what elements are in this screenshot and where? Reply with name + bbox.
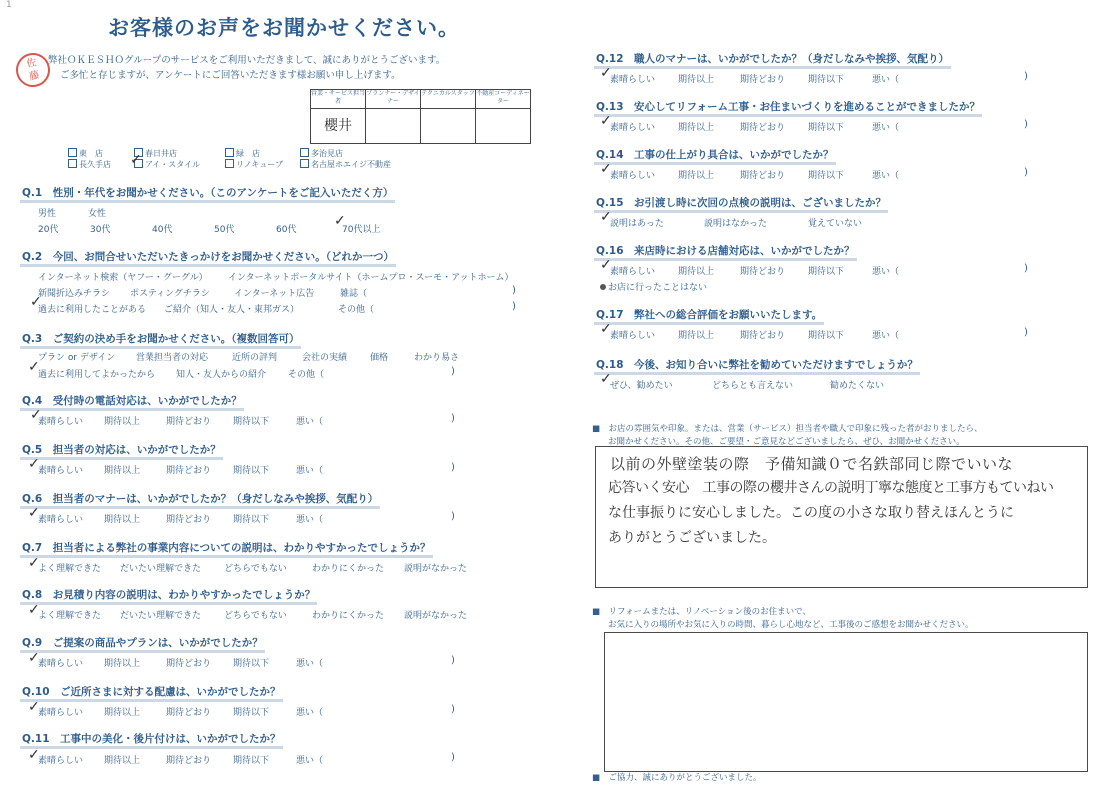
q5-opt-5[interactable]: 悪い（ <box>296 466 324 476</box>
q6-check: ✓ <box>28 505 40 521</box>
q2-past-check: ✓ <box>30 294 42 310</box>
q16-paren: ) <box>1024 263 1028 274</box>
q12-opt-2[interactable]: 期待以上 <box>678 75 715 85</box>
q12-paren: ) <box>1024 71 1028 82</box>
q15-opt-3[interactable]: 覚えていない <box>808 219 863 229</box>
store-renocube[interactable]: リノキューブ <box>225 159 283 170</box>
q8-opt-1[interactable]: よく理解できた <box>38 611 102 621</box>
staff-cell-tech[interactable] <box>420 108 476 144</box>
q2-title: Q.2 今回、お問合せいただいたきっかけをお聞かせください。（どれか一つ） <box>22 249 394 264</box>
q13-opt-1[interactable]: 素晴らしい <box>610 123 656 133</box>
q3-paren: ) <box>451 366 455 377</box>
q6-opt-4[interactable]: 期待以下 <box>233 515 270 525</box>
q10-opt-4[interactable]: 期待以下 <box>233 708 270 718</box>
store-istyle-check: ✓ <box>130 152 142 168</box>
q1-gender-female[interactable]: 女性 <box>88 209 107 219</box>
q10-opt-1[interactable]: 素晴らしい <box>38 708 84 718</box>
q10-opt-2[interactable]: 期待以上 <box>104 708 141 718</box>
q16-opt-1[interactable]: 素晴らしい <box>610 267 656 277</box>
q8-opt-5[interactable]: 説明がなかった <box>404 611 468 621</box>
free2-answer-box[interactable] <box>604 632 1088 772</box>
q8-opt-4[interactable]: わかりにくかった <box>312 611 385 621</box>
q2-paren-2: ) <box>512 301 516 312</box>
q14-opt-2[interactable]: 期待以上 <box>678 171 715 181</box>
q13-title: Q.13 安心してリフォーム工事・お住まいづくりを進めることができましたか？ <box>596 99 980 114</box>
q17-title: Q.17 弊社への総合評価をお願いいたします。 <box>596 307 822 322</box>
q5-opt-4[interactable]: 期待以下 <box>233 466 270 476</box>
checkbox-icon <box>300 159 309 168</box>
q8-check: ✓ <box>28 602 40 618</box>
q1-age-20[interactable]: 20代 <box>38 225 59 235</box>
q14-opt-5[interactable]: 悪い（ <box>872 171 900 181</box>
q14-title: Q.14 工事の仕上がり具合は、いかがでしたか？ <box>596 147 834 162</box>
q1-age-30[interactable]: 30代 <box>90 225 111 235</box>
staff-filled-name: 櫻井 <box>324 118 352 134</box>
q4-opt-5[interactable]: 悪い（ <box>296 417 324 427</box>
q5-paren: ) <box>451 462 455 473</box>
q2-opt-other[interactable]: その他（ <box>338 305 375 315</box>
q11-opt-1[interactable]: 素晴らしい <box>38 756 84 766</box>
q2-opt-posting[interactable]: ポスティングチラシ <box>130 289 210 299</box>
q6-opt-3[interactable]: 期待どおり <box>166 515 212 525</box>
q8-opt-2[interactable]: だいたい理解できた <box>120 611 202 621</box>
q15-title: Q.15 お引渡し時に次回の点検の説明は、ございましたか？ <box>596 195 886 210</box>
free1-hand-line-4: ありがとうございました。 <box>608 530 776 546</box>
q5-title: Q.5 担当者の対応は、いかがでしたか？ <box>22 442 221 457</box>
q10-check: ✓ <box>28 699 40 715</box>
q5-opt-3[interactable]: 期待どおり <box>166 466 212 476</box>
checkbox-icon <box>68 148 77 157</box>
staff-header-estate: 不動産コーディネーター <box>475 89 531 109</box>
q7-opt-3[interactable]: どちらでもない <box>224 564 287 574</box>
q16-check: ✓ <box>600 257 612 273</box>
q11-opt-4[interactable]: 期待以下 <box>233 756 270 766</box>
q12-opt-5[interactable]: 悪い（ <box>872 75 900 85</box>
free1-hand-line-2: 応答いく安心 工事の際の櫻井さんの説明丁寧な態度と工事方もていねい <box>608 480 1054 496</box>
q4-check: ✓ <box>30 407 42 423</box>
q1-title: Q.1 性別・年代をお聞かせください。（このアンケートをご記入いただく方） <box>22 185 393 200</box>
q14-paren: ) <box>1024 167 1028 178</box>
q11-check: ✓ <box>28 747 40 763</box>
q3-past-check: ✓ <box>28 359 40 375</box>
q2-opt-past[interactable]: 過去に利用したことがある <box>38 305 147 315</box>
q16-opt-3[interactable]: 期待どおり <box>740 267 786 277</box>
q12-opt-4[interactable]: 期待以下 <box>808 75 845 85</box>
q15-opt-1[interactable]: 説明はあった <box>610 219 664 229</box>
checkbox-icon <box>300 148 309 157</box>
footer-thanks: ■ ご協力、誠にありがとうございました。 <box>592 773 762 783</box>
q3-opt-price[interactable]: 価格 <box>370 353 389 363</box>
q6-paren: ) <box>451 511 455 522</box>
q13-opt-4[interactable]: 期待以下 <box>808 123 845 133</box>
free1-hand-line-3: な仕事振りに安心しました。この度の小さな取り替えほんとうに <box>608 505 1014 521</box>
q11-paren: ) <box>451 752 455 763</box>
q3-opt-clarity[interactable]: わかり易さ <box>414 353 460 363</box>
q1-age-40[interactable]: 40代 <box>152 225 173 235</box>
q16-never-visited[interactable]: お店に行ったことはない <box>600 280 707 293</box>
q18-opt-3[interactable]: 勧めたくない <box>830 381 885 391</box>
q9-opt-1[interactable]: 素晴らしい <box>38 659 84 669</box>
checkbox-icon <box>225 148 234 157</box>
page-title: お客様のお声をお聞かせください。 <box>108 16 460 40</box>
q9-paren: ) <box>451 655 455 666</box>
q17-check: ✓ <box>600 321 612 337</box>
q11-opt-3[interactable]: 期待どおり <box>166 756 212 766</box>
q6-title: Q.6 担当者のマナーは、いかがでしたか？（身だしなみや挨拶、気配り） <box>22 491 378 506</box>
seal-text: 佐藤 <box>25 57 41 83</box>
q2-opt-search[interactable]: インターネット検索（ヤフー・グーグル） <box>38 273 208 283</box>
q9-opt-5[interactable]: 悪い（ <box>296 659 324 669</box>
q5-check: ✓ <box>28 456 40 472</box>
q1-age-50[interactable]: 50代 <box>214 225 235 235</box>
q4-opt-4[interactable]: 期待以下 <box>233 417 270 427</box>
free2-title: ■ リフォームまたは、リノベーション後のお住まいで、 <box>592 607 811 617</box>
checkbox-icon <box>225 159 234 168</box>
q7-check: ✓ <box>28 555 40 571</box>
q18-title: Q.18 今後、お知り合いに弊社を勧めていただけますでしょうか？ <box>596 357 918 372</box>
q3-opt-sales[interactable]: 営業担当者の対応 <box>136 353 209 363</box>
q1-age-70[interactable]: 70代以上 <box>342 225 381 235</box>
q12-opt-3[interactable]: 期待どおり <box>740 75 786 85</box>
staff-header-sales: 営業・サービス担当者 <box>310 89 366 109</box>
q4-title: Q.4 受付時の電話対応は、いかがでしたか？ <box>22 393 242 408</box>
q12-title: Q.12 職人のマナーは、いかがでしたか？（身だしなみや挨拶、気配り） <box>596 51 949 66</box>
q9-opt-2[interactable]: 期待以上 <box>104 659 141 669</box>
q2-opt-portal[interactable]: インターネットポータルサイト（ホームプロ・スーモ・アットホーム） <box>228 273 514 283</box>
store-tajimi[interactable]: 多治見店 <box>300 148 343 159</box>
q14-opt-4[interactable]: 期待以下 <box>808 171 845 181</box>
free1-title2: お聞かせください。その他、ご要望・ご意見などございましたら、ぜひ、お聞かせください。 <box>608 437 965 447</box>
q2-paren-1: ) <box>512 285 516 296</box>
q10-opt-3[interactable]: 期待どおり <box>166 708 212 718</box>
q7-opt-5[interactable]: 説明がなかった <box>404 564 468 574</box>
q7-title: Q.7 担当者による弊社の事業内容についての説明は、わかりやすかったでしょうか？ <box>22 540 431 555</box>
q15-check: ✓ <box>600 209 612 225</box>
q2-opt-referral[interactable]: ご紹介（知人・友人・東邦ガス） <box>164 305 300 315</box>
q13-opt-5[interactable]: 悪い（ <box>872 123 900 133</box>
q5-opt-2[interactable]: 期待以上 <box>104 466 141 476</box>
q16-opt-4[interactable]: 期待以下 <box>808 267 845 277</box>
q4-paren: ) <box>451 413 455 424</box>
page-corner-mark: 1 <box>6 0 12 10</box>
store-nagakute[interactable]: 長久手店 <box>68 159 111 170</box>
q10-opt-5[interactable]: 悪い（ <box>296 708 324 718</box>
free1-answer-box[interactable] <box>595 446 1088 588</box>
store-midori[interactable]: 緑 店 <box>225 148 260 159</box>
q3-opt-friend[interactable]: 知人・友人からの紹介 <box>176 370 267 380</box>
q3-title: Q.3 ご契約の決め手をお聞かせください。（複数回答可） <box>22 331 299 346</box>
filled-box-icon <box>600 284 606 290</box>
q13-check: ✓ <box>600 113 612 129</box>
store-higashi[interactable]: 東 店 <box>68 148 103 159</box>
q9-opt-3[interactable]: 期待どおり <box>166 659 212 669</box>
store-nagoya[interactable]: 名古屋ホエイジ不動産 <box>300 159 391 170</box>
checkbox-icon <box>68 159 77 168</box>
q2-opt-newspaper[interactable]: 新聞折込みチラシ <box>38 289 111 299</box>
q1-gender-male[interactable]: 男性 <box>38 209 57 219</box>
q10-paren: ) <box>451 704 455 715</box>
q4-opt-2[interactable]: 期待以上 <box>104 417 141 427</box>
q13-paren: ) <box>1024 119 1028 130</box>
q16-opt-2[interactable]: 期待以上 <box>678 267 715 277</box>
intro-line-2: ご多忙と存じますが、アンケートにご回答いただきます様お願い申し上げます。 <box>60 70 401 81</box>
q9-title: Q.9 ご提案の商品やプランは、いかがでしたか？ <box>22 635 263 650</box>
q14-check: ✓ <box>600 161 612 177</box>
q6-opt-1[interactable]: 素晴らしい <box>38 515 84 525</box>
q13-opt-3[interactable]: 期待どおり <box>740 123 786 133</box>
free1-title: ■ お店の雰囲気や印象。または、営業（サービス）担当者や職人で印象に残った者がおりましたら、 <box>592 424 983 434</box>
q17-opt-5[interactable]: 悪い（ <box>872 331 900 341</box>
q1-age-70-check: ✓ <box>334 213 346 229</box>
q17-opt-1[interactable]: 素晴らしい <box>610 331 656 341</box>
q17-paren: ) <box>1024 327 1028 338</box>
q3-opt-past[interactable]: 過去に利用してよかったから <box>38 370 156 380</box>
q7-opt-4[interactable]: わかりにくかった <box>312 564 385 574</box>
q17-opt-2[interactable]: 期待以上 <box>678 331 715 341</box>
q11-opt-2[interactable]: 期待以上 <box>104 756 141 766</box>
q3-opt-neighbor[interactable]: 近所の評判 <box>232 353 278 363</box>
q7-opt-1[interactable]: よく理解できた <box>38 564 102 574</box>
q2-opt-magazine[interactable]: 雑誌（ <box>340 289 368 299</box>
q11-opt-5[interactable]: 悪い（ <box>296 756 324 766</box>
intro-line-1: 弊社ＯＫＥＳＨＯグループのサービスをご利用いただきまして、誠にありがとうございます。 <box>48 55 446 66</box>
q14-opt-3[interactable]: 期待どおり <box>740 171 786 181</box>
q2-opt-netad[interactable]: インターネット広告 <box>234 289 315 299</box>
staff-cell-sales[interactable] <box>310 108 366 144</box>
staff-header-tech: テクニカルスタッフ <box>420 89 476 109</box>
q7-opt-2[interactable]: だいたい理解できた <box>120 564 202 574</box>
q16-title: Q.16 来店時における店舗対応は、いかがでしたか？ <box>596 243 855 258</box>
q10-title: Q.10 ご近所さまに対する配慮は、いかがでしたか？ <box>22 684 281 699</box>
q18-check: ✓ <box>600 371 612 387</box>
q12-check: ✓ <box>600 65 612 81</box>
store-istyle[interactable]: アイ・スタイル <box>134 159 200 170</box>
q6-opt-2[interactable]: 期待以上 <box>104 515 141 525</box>
q9-opt-4[interactable]: 期待以下 <box>233 659 270 669</box>
q13-opt-2[interactable]: 期待以上 <box>678 123 715 133</box>
q6-opt-5[interactable]: 悪い（ <box>296 515 324 525</box>
free2-title2: お気に入りの場所やお気に入りの時間、暮らし心地など、工事後のご感想をお聞かせください。 <box>608 620 974 630</box>
q17-opt-3[interactable]: 期待どおり <box>740 331 786 341</box>
q3-opt-other[interactable]: その他（ <box>288 370 325 380</box>
q5-opt-1[interactable]: 素晴らしい <box>38 466 84 476</box>
q3-opt-record[interactable]: 会社の実績 <box>302 353 348 363</box>
q14-opt-1[interactable]: 素晴らしい <box>610 171 656 181</box>
q18-opt-1[interactable]: ぜひ、勧めたい <box>610 381 673 391</box>
q4-opt-1[interactable]: 素晴らしい <box>38 417 84 427</box>
q16-opt-5[interactable]: 悪い（ <box>872 267 900 277</box>
store-kasugai[interactable]: 春日井店 <box>134 148 177 159</box>
q15-opt-2[interactable]: 説明はなかった <box>704 219 768 229</box>
q1-age-60[interactable]: 60代 <box>276 225 297 235</box>
staff-cell-planner[interactable] <box>365 108 421 144</box>
q17-opt-4[interactable]: 期待以下 <box>808 331 845 341</box>
q3-opt-plan[interactable]: プラン or デザイン <box>38 353 116 363</box>
q8-title: Q.8 お見積り内容の説明は、わかりやすかったでしょうか？ <box>22 587 315 602</box>
staff-header-planner: プランナー・デザイナー <box>365 89 421 109</box>
q11-title: Q.11 工事中の美化・後片付けは、いかがでしたか？ <box>22 731 281 746</box>
q12-opt-1[interactable]: 素晴らしい <box>610 75 656 85</box>
free1-hand-line-1: 以前の外壁塗装の際 予備知識０で名鉄部同じ際でいいな <box>610 455 1014 473</box>
q4-opt-3[interactable]: 期待どおり <box>166 417 212 427</box>
q18-opt-2[interactable]: どちらとも言えない <box>712 381 794 391</box>
q8-opt-3[interactable]: どちらでもない <box>224 611 287 621</box>
q9-check: ✓ <box>28 650 40 666</box>
staff-cell-estate[interactable] <box>475 108 531 144</box>
